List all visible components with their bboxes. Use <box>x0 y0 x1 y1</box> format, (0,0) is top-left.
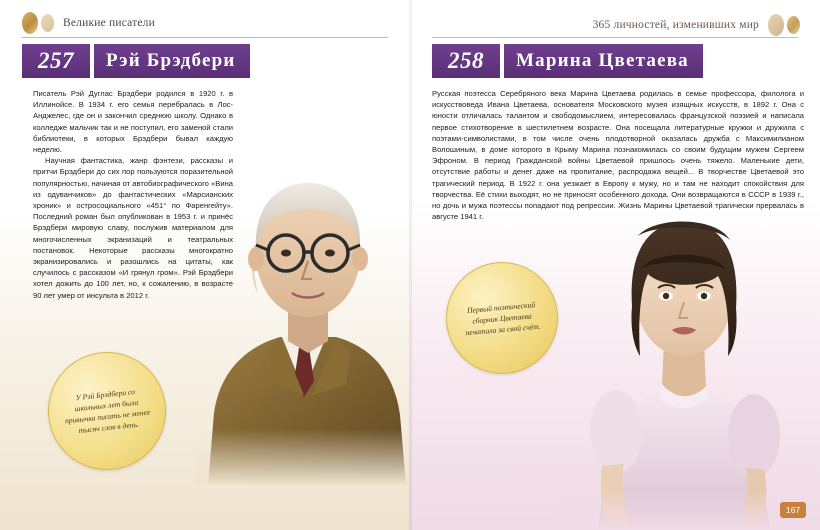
left-callout-text: У Рэй Брэдбери со школьных лет была привычка писать не менее тысяч слов в день. <box>64 387 151 436</box>
right-callout-note <box>441 257 562 378</box>
left-paragraph-2: Научная фантастика, жанр фэнтези, рассказы и притчи Брэдбери до сих пор пользуются поразительной популярностью, начиная от автобиографического «Вина из одуванчиков» до фантастических «Марсианских хроник» и остросоциального «451° по Фаренгейту». Последний роман был опубликован в 1953 г. и принёс Брэдбери мировую славу, послужив материалом для многочисленных экранизаций и театральных постановок. Некоторые рассказы многократно экранизировались и разошлись на цитаты, как случилось с рассказом «И грянул гром». Рэй Брэдбери хотел дожить до 100 лет, но, к сожалению, в возрасте 90 лет умер от инсульта в 2012 г. <box>33 156 233 300</box>
right-entry-number: 258 <box>432 44 500 78</box>
left-entry-name: Рэй Брэдбери <box>94 44 250 78</box>
right-paragraph-1: Русская поэтесса Серебряного века Марина Цветаева родилась в семье профессора, филолога и искусствоведа Ивана Цветаева, основателя Московского музея изящных искусств, в 1892 г. Она с юности отличалась талантом и свободомыслием, интересовалась французской поэзией и написала первое стихотворение в шестилетнем возрасте. Она посещала литературные кружки и дружила с поэтами-символистами, в том числе очень плодотворной оказалась дружба с Максимилианом Волошиным, в доме которого в Крыму Марина познакомилась со своим будущим мужем Сергеем Эфроном. В период Гражданской войны Цветаевой пришлось очень тяжело. Маленькие дети, отсутствие работы и денег даже на пропитание, распродажа вещей... В творчестве Цветаевой это трагический период. В 1922 г. она уезжает в Европу к мужу, но и там не находит спокойствия для творчества. Её стихи выходят, но не приносят особенного дохода. Они возвращаются в СССР в 1939 г., но дочь и мужа поэтессы попадают под репрессии. Жизнь Марины Цветаевой трагически прервалась в августе 1941 г. <box>432 89 804 222</box>
left-header-title: Великие писатели <box>63 17 155 29</box>
left-entry-title-row <box>22 44 250 78</box>
page-number: 167 <box>780 502 806 518</box>
left-entry-body <box>33 88 233 301</box>
marina-tsvetaeva-portrait <box>558 170 808 530</box>
right-entry-title-row <box>432 44 703 78</box>
right-header-title: 365 личностей, изменивших мир <box>592 19 759 31</box>
left-entry-number: 257 <box>22 44 90 78</box>
left-header-rule <box>22 37 388 38</box>
right-callout-text: Первый поэтический сборник Цветаева печатала за свой счёт. <box>464 299 541 337</box>
left-paragraph-1: Писатель Рэй Дуглас Брэдбери родился в 1920 г. в Иллинойсе. В 1934 г. его семья перебралась в Лос-Анджелес, где он и закончил среднюю школу. Однако в колледже мальчик так и не поступил, его заменой стали библиотеки, в которых Брэдбери бывал каждую неделю. <box>33 89 233 155</box>
ornament-ovals-icon <box>22 12 54 34</box>
right-page-header <box>593 14 800 36</box>
left-callout-note <box>42 346 172 476</box>
book-gutter <box>409 0 412 530</box>
left-page-header <box>22 12 155 34</box>
ornament-ovals-icon <box>768 14 800 36</box>
right-page <box>410 0 820 530</box>
right-entry-name: Марина Цветаева <box>504 44 703 78</box>
right-header-rule <box>432 37 798 38</box>
